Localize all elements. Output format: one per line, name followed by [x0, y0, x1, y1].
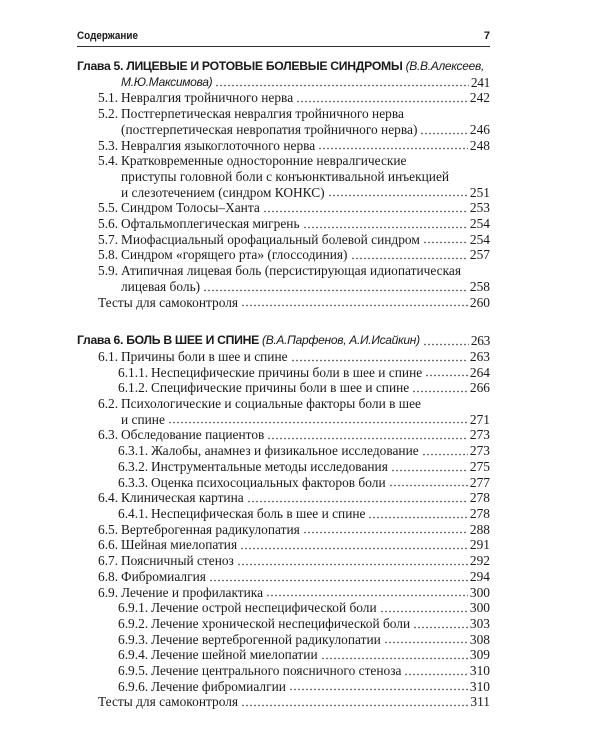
page-ref: 311 [470, 694, 490, 710]
section-number: 6.9.4. [118, 647, 149, 663]
chapter-authors: (В.В.Алексеев, [405, 59, 484, 73]
section-title: Невралгия тройничного нерва [121, 90, 294, 106]
toc-entry [77, 427, 490, 443]
section-number: 6.1.1. [118, 364, 149, 380]
section-title: Поясничный стеноз [121, 553, 234, 569]
page-ref: 292 [469, 553, 490, 569]
section-title: Офтальмоплегическая мигрень [121, 216, 300, 232]
page-number: 7 [483, 30, 490, 42]
toc-entry-body [98, 694, 490, 710]
page-ref: 291 [469, 537, 490, 553]
chapter-heading-body [77, 333, 490, 349]
toc-entry [77, 585, 490, 601]
toc-entry-body [151, 380, 490, 396]
toc-entry-line [151, 600, 490, 616]
dot-leader [289, 679, 468, 692]
chapter-authors-cont: М.Ю.Максимова) [121, 74, 213, 89]
chapter-heading-line [77, 333, 490, 349]
section-title: Синдром Толосы–Ханта [121, 200, 260, 216]
page-ref: 300 [469, 600, 490, 616]
section-number: 6.4. [98, 490, 119, 506]
page-ref: 303 [469, 615, 490, 631]
section-number: 5.2. [98, 106, 119, 122]
section-number: 6.5. [98, 521, 119, 537]
toc-entry-line [151, 475, 490, 491]
toc-entry [77, 200, 490, 216]
section-number: 5.8. [98, 247, 119, 263]
toc-entry-line [121, 185, 490, 201]
section-number: 6.8. [98, 568, 119, 584]
toc-entry-body [151, 506, 490, 522]
page-ref: 278 [469, 505, 490, 521]
running-header [77, 28, 490, 47]
page-ref: 242 [469, 90, 490, 106]
dot-leader [380, 600, 468, 613]
chapter-heading [77, 59, 490, 90]
section-number: 6.3.2. [118, 458, 149, 474]
toc-entry-body [121, 153, 490, 200]
section-title: Специфические причины боли в шее и спине [151, 380, 410, 396]
dot-leader [209, 569, 468, 582]
toc-entry-body [121, 247, 490, 263]
page-ref: 254 [469, 231, 490, 247]
dot-leader [422, 443, 468, 456]
chapter-heading-line [77, 75, 490, 91]
toc-entry-line [121, 585, 490, 601]
toc-entry-body [151, 663, 490, 679]
section-number: 6.9.1. [118, 600, 149, 616]
toc-entry-body [121, 569, 490, 585]
page-ref: 310 [469, 678, 490, 694]
dot-leader [328, 185, 468, 198]
toc-entry-body [151, 365, 490, 381]
toc-entry-body [151, 475, 490, 491]
section-title: Жалобы, анамнез и физикальное исследование [151, 443, 419, 459]
toc-entry [77, 232, 490, 248]
dot-leader [241, 295, 468, 308]
toc-entry [77, 380, 490, 396]
section-title: Тесты для самоконтроля [98, 294, 239, 310]
toc-entry-body [151, 679, 490, 695]
toc-entry-body [121, 427, 490, 443]
toc-entry-body [151, 600, 490, 616]
toc-entry-line [151, 632, 490, 648]
section-title: Неспецифические причины боли в шее и спине [151, 364, 423, 380]
section-title: Миофасциальный орофациальный болевой синдром [121, 231, 420, 247]
section-number: 5.6. [98, 216, 119, 232]
section-number: 5.9. [98, 263, 119, 279]
dot-leader [303, 522, 468, 535]
section-title: Психологические и социальные факторы боли в шее [121, 396, 421, 412]
toc-entry-body [121, 200, 490, 216]
page-ref: 263 [470, 333, 490, 349]
toc-entry-line [121, 522, 490, 538]
section-title: Кратковременные односторонние невралгические [121, 153, 407, 169]
section-title: Синдром «горящего рта» (глоссодиния) [121, 247, 348, 263]
toc-entry-line [121, 553, 490, 569]
toc-entry-line [151, 506, 490, 522]
section-title: Вертеброгенная радикулопатия [121, 521, 300, 537]
section-number: 6.2. [98, 396, 119, 412]
toc-entry-body [121, 106, 490, 137]
toc-entry [77, 475, 490, 491]
dot-leader [296, 90, 468, 103]
toc-entry-line [121, 216, 490, 232]
toc-entry-body [121, 553, 490, 569]
chapter-heading-line [77, 59, 490, 75]
toc-entry-body [121, 396, 490, 427]
page-ref: 277 [469, 474, 490, 490]
page-ref: 260 [469, 294, 490, 310]
dot-leader [168, 412, 468, 425]
chapter-label: Глава 5. [77, 59, 124, 73]
toc-entry-body [121, 263, 490, 294]
toc-entry-line [151, 459, 490, 475]
section-title: Лечение хронической неспецифической боли [151, 615, 411, 631]
section-title: Лечение фибромиалгии [151, 678, 286, 694]
dot-leader [266, 585, 468, 598]
section-title: Обследование пациентов [121, 427, 265, 443]
section-number: 6.3.1. [118, 443, 149, 459]
section-title: Лечение шейной миелопатии [151, 647, 318, 663]
page-ref: 309 [469, 647, 490, 663]
dot-leader [240, 537, 468, 550]
dot-leader [237, 553, 468, 566]
section-title: Причины боли в шее и спине [121, 348, 288, 364]
toc-entry-body [151, 616, 490, 632]
section-title: Шейная миелопатия [121, 537, 238, 553]
toc-entry [77, 679, 490, 695]
toc-entry-body [151, 443, 490, 459]
section-number: 5.1. [98, 90, 119, 106]
toc-entry-line [121, 490, 490, 506]
page-ref: 278 [469, 490, 490, 506]
dot-leader [215, 75, 468, 88]
page-ref: 258 [469, 278, 490, 294]
dot-leader [413, 616, 468, 629]
section-number: 6.9. [98, 584, 119, 600]
toc-entry [77, 553, 490, 569]
toc-entry-body [121, 232, 490, 248]
toc-entry-line [151, 647, 490, 663]
toc-entry [77, 106, 490, 137]
dot-leader [389, 475, 468, 488]
dot-leader [303, 216, 468, 229]
dot-leader [404, 663, 467, 676]
dot-leader [368, 506, 467, 519]
chapter-heading-body [77, 59, 490, 90]
section-title: и спине [121, 411, 165, 427]
toc-entry [77, 632, 490, 648]
toc-entry-body [151, 647, 490, 663]
dot-leader [384, 632, 468, 645]
toc-entry-line [121, 247, 490, 263]
toc-entry-body [121, 90, 490, 106]
toc-entry-line [121, 169, 490, 185]
section-number: 6.9.2. [118, 615, 149, 631]
page-ref: 248 [469, 137, 490, 153]
page-ref: 254 [469, 216, 490, 232]
toc-entry [77, 349, 490, 365]
section-number: 5.4. [98, 153, 119, 169]
toc-entry-line [121, 427, 490, 443]
toc-entry [77, 247, 490, 263]
toc-entry [77, 90, 490, 106]
dot-leader [351, 247, 468, 260]
section-title: Неспецифическая боль в шее и спине [151, 505, 366, 521]
section-title: Лечение вертеброгенной радикулопатии [151, 631, 381, 647]
toc-entry-line [121, 396, 490, 412]
page-ref: 300 [469, 584, 490, 600]
toc-entry [77, 663, 490, 679]
section-number: 6.1.2. [118, 380, 149, 396]
toc-entry-line [121, 279, 490, 295]
dot-leader [247, 490, 468, 503]
page-ref: 310 [469, 663, 490, 679]
toc-entry [77, 522, 490, 538]
section-number: 6.1. [98, 348, 119, 364]
chapter-heading [77, 333, 490, 349]
section-title: Лечение центрального поясничного стеноза [151, 663, 402, 679]
page-ref: 246 [469, 121, 490, 137]
page-ref: 273 [469, 427, 490, 443]
toc-entry-line [98, 694, 490, 710]
toc-entry-line [121, 122, 490, 138]
section-title: и слезотечением (синдром КОНКС) [121, 184, 325, 200]
page-ref: 266 [469, 380, 490, 396]
toc-entry [77, 138, 490, 154]
toc-entry-body [121, 585, 490, 601]
section-number: 6.4.1. [118, 505, 149, 521]
toc-entry [77, 153, 490, 200]
dot-leader [203, 279, 468, 292]
toc-entry-line [121, 263, 490, 279]
toc-entry [77, 396, 490, 427]
section-title: приступы головной боли с конъюнктивальной инъекцией [121, 168, 450, 184]
section-title: Фибромиалгия [121, 568, 206, 584]
toc-entry-body [121, 490, 490, 506]
section-number: 6.6. [98, 537, 119, 553]
toc-entry-body [121, 349, 490, 365]
section-number: 6.3.3. [118, 474, 149, 490]
toc-entry-line [121, 90, 490, 106]
section-title: Атипичная лицевая боль (персистирующая идиопатическая [121, 263, 462, 279]
section-number: 6.3. [98, 427, 119, 443]
section-title: Постгерпетическая невралгия тройничного нерва [121, 106, 404, 122]
toc-entry-line [121, 153, 490, 169]
dot-leader [241, 694, 468, 707]
page-ref: 275 [469, 458, 490, 474]
dot-leader [318, 138, 468, 151]
running-header-title: Содержание [77, 30, 139, 42]
toc-entry-line [151, 365, 490, 381]
toc-entry [77, 459, 490, 475]
section-number: 5.7. [98, 231, 119, 247]
page-ref: 273 [469, 443, 490, 459]
toc-entry-body [151, 459, 490, 475]
section-number: 6.7. [98, 553, 119, 569]
chapter-title: БОЛЬ В ШЕЕ И СПИНЕ [126, 333, 259, 348]
toc-entry-line [151, 443, 490, 459]
section-title: Клиническая картина [121, 490, 244, 506]
dot-leader [412, 380, 468, 393]
section-title: (постгерпетическая невропатия тройничного нерва) [121, 121, 418, 137]
toc-entry [77, 506, 490, 522]
dot-leader [391, 459, 468, 472]
toc-entry-line [121, 537, 490, 553]
dot-leader [425, 365, 468, 378]
page-ref: 263 [469, 348, 490, 364]
section-number: 5.3. [98, 137, 119, 153]
toc-entry-line [121, 569, 490, 585]
toc-entry-body [121, 216, 490, 232]
toc-entry-body [121, 522, 490, 538]
toc-entry-body [121, 537, 490, 553]
toc-entry [77, 537, 490, 553]
toc-entry-body [98, 295, 490, 311]
dot-leader [423, 333, 469, 346]
section-number: 6.9.6. [118, 678, 149, 694]
toc-entry-line [121, 106, 490, 122]
page-ref: 271 [469, 411, 490, 427]
toc-entry [77, 647, 490, 663]
section-number: 6.9.5. [118, 663, 149, 679]
toc-entry [77, 263, 490, 294]
toc-entry-line [121, 412, 490, 428]
page-ref: 264 [469, 364, 490, 380]
toc-entry-body [121, 138, 490, 154]
dot-leader [423, 232, 468, 245]
page-ref: 308 [469, 631, 490, 647]
page-ref: 294 [469, 568, 490, 584]
toc-entry-line [121, 349, 490, 365]
toc-entry-line [98, 295, 490, 311]
toc-entry-line [151, 380, 490, 396]
toc-entry [77, 490, 490, 506]
toc-entry [77, 295, 490, 311]
chapter-title: ЛИЦЕВЫЕ И РОТОВЫЕ БОЛЕВЫЕ СИНДРОМЫ [126, 59, 403, 73]
toc-entry [77, 569, 490, 585]
dot-leader [291, 349, 468, 362]
toc-entry-line [151, 616, 490, 632]
toc-entry [77, 216, 490, 232]
page-ref: 251 [469, 184, 490, 200]
table-of-contents [77, 59, 490, 710]
page-ref: 253 [469, 200, 490, 216]
section-title: лицевая боль) [121, 278, 201, 294]
toc-entry-line [151, 663, 490, 679]
section-title: Лечение и профилактика [121, 584, 264, 600]
dot-leader [321, 647, 468, 660]
toc-entry-line [151, 679, 490, 695]
page-ref: 288 [469, 521, 490, 537]
section-number: 6.9.3. [118, 631, 149, 647]
page-ref: 257 [469, 247, 490, 263]
section-number: 5.5. [98, 200, 119, 216]
toc-entry-line [121, 232, 490, 248]
dot-leader [420, 122, 468, 135]
toc-entry-line [121, 200, 490, 216]
toc-entry-line [121, 138, 490, 154]
section-title: Инструментальные методы исследования [151, 458, 388, 474]
toc-entry [77, 443, 490, 459]
dot-leader [267, 427, 468, 440]
chapter-gap [77, 310, 490, 333]
section-title: Лечение острой неспецифической боли [151, 600, 377, 616]
dot-leader [263, 200, 468, 213]
chapter-label: Глава 6. [77, 333, 124, 348]
section-title: Невралгия языкоглоточного нерва [121, 137, 316, 153]
toc-entry-body [151, 632, 490, 648]
toc-entry [77, 365, 490, 381]
toc-entry [77, 616, 490, 632]
toc-entry [77, 694, 490, 710]
page-ref: 241 [470, 74, 490, 90]
chapter-authors: (В.А.Парфенов, А.И.Исайкин) [262, 333, 420, 348]
section-title: Оценка психосоциальных факторов боли [151, 474, 386, 490]
toc-entry [77, 600, 490, 616]
section-title: Тесты для самоконтроля [98, 694, 239, 710]
